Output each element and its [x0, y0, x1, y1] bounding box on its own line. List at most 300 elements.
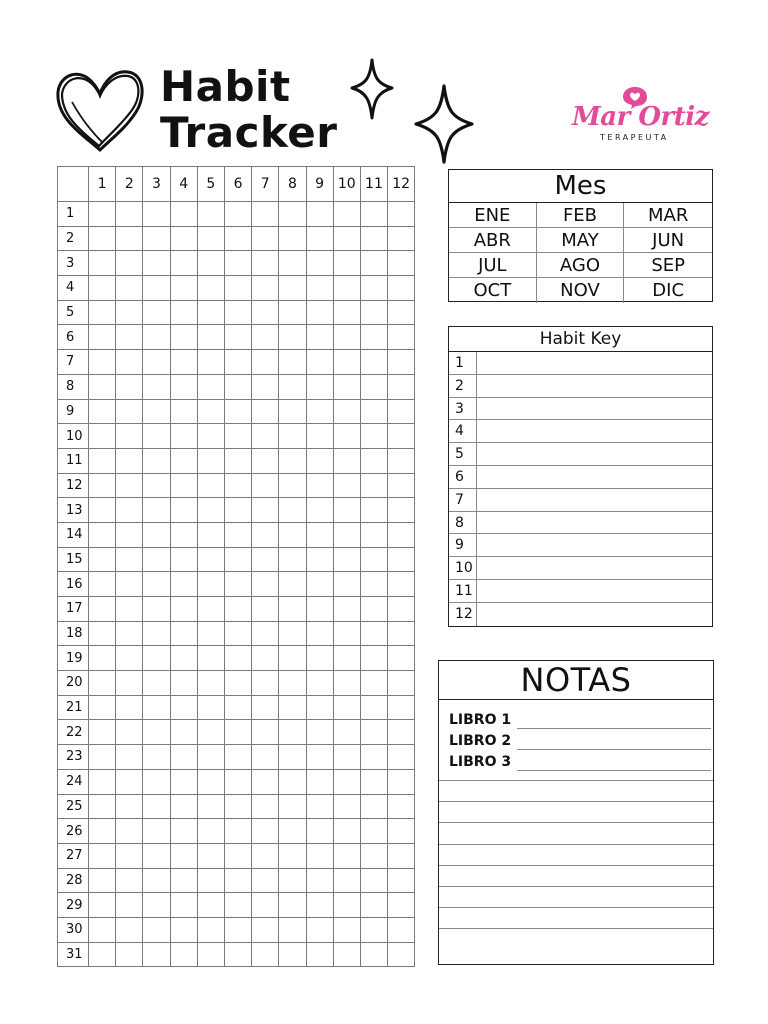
tracker-cell[interactable] [279, 226, 306, 251]
tracker-cell[interactable] [116, 448, 143, 473]
tracker-cell[interactable] [333, 424, 360, 449]
tracker-cell[interactable] [333, 597, 360, 622]
tracker-cell[interactable] [252, 399, 279, 424]
book-entry-line[interactable] [517, 710, 711, 729]
tracker-cell[interactable] [360, 226, 387, 251]
tracker-cell[interactable] [89, 325, 116, 350]
tracker-cell[interactable] [197, 202, 224, 227]
tracker-cell[interactable] [170, 448, 197, 473]
tracker-cell[interactable] [306, 424, 333, 449]
tracker-cell[interactable] [388, 547, 415, 572]
tracker-cell[interactable] [333, 695, 360, 720]
tracker-cell[interactable] [333, 350, 360, 375]
tracker-cell[interactable] [333, 819, 360, 844]
tracker-cell[interactable] [360, 720, 387, 745]
note-line[interactable] [439, 801, 713, 822]
tracker-cell[interactable] [279, 300, 306, 325]
tracker-cell[interactable] [360, 473, 387, 498]
tracker-cell[interactable] [388, 720, 415, 745]
tracker-cell[interactable] [197, 226, 224, 251]
tracker-cell[interactable] [89, 498, 116, 523]
tracker-cell[interactable] [360, 646, 387, 671]
tracker-cell[interactable] [116, 794, 143, 819]
tracker-cell[interactable] [360, 202, 387, 227]
note-line[interactable] [439, 865, 713, 886]
tracker-cell[interactable] [388, 300, 415, 325]
tracker-cell[interactable] [116, 276, 143, 301]
tracker-cell[interactable] [360, 276, 387, 301]
tracker-cell[interactable] [143, 917, 170, 942]
tracker-cell[interactable] [170, 202, 197, 227]
tracker-cell[interactable] [224, 769, 251, 794]
tracker-cell[interactable] [224, 350, 251, 375]
tracker-cell[interactable] [170, 720, 197, 745]
tracker-cell[interactable] [224, 671, 251, 696]
tracker-cell[interactable] [306, 473, 333, 498]
tracker-cell[interactable] [143, 424, 170, 449]
tracker-cell[interactable] [360, 621, 387, 646]
tracker-cell[interactable] [197, 868, 224, 893]
tracker-cell[interactable] [224, 720, 251, 745]
tracker-cell[interactable] [224, 843, 251, 868]
tracker-cell[interactable] [388, 745, 415, 770]
tracker-cell[interactable] [170, 498, 197, 523]
tracker-cell[interactable] [388, 325, 415, 350]
tracker-cell[interactable] [279, 819, 306, 844]
tracker-cell[interactable] [252, 942, 279, 967]
tracker-cell[interactable] [333, 893, 360, 918]
tracker-cell[interactable] [279, 695, 306, 720]
tracker-cell[interactable] [89, 300, 116, 325]
tracker-cell[interactable] [388, 276, 415, 301]
tracker-cell[interactable] [333, 745, 360, 770]
tracker-cell[interactable] [143, 769, 170, 794]
tracker-cell[interactable] [279, 547, 306, 572]
tracker-cell[interactable] [170, 399, 197, 424]
tracker-cell[interactable] [224, 473, 251, 498]
tracker-cell[interactable] [388, 226, 415, 251]
tracker-cell[interactable] [170, 522, 197, 547]
tracker-cell[interactable] [116, 819, 143, 844]
tracker-cell[interactable] [224, 498, 251, 523]
tracker-cell[interactable] [170, 300, 197, 325]
tracker-cell[interactable] [89, 374, 116, 399]
tracker-cell[interactable] [170, 424, 197, 449]
tracker-cell[interactable] [333, 769, 360, 794]
tracker-cell[interactable] [143, 399, 170, 424]
tracker-cell[interactable] [89, 350, 116, 375]
habit-key-entry[interactable] [477, 557, 712, 579]
habit-key-entry[interactable] [477, 534, 712, 556]
tracker-cell[interactable] [333, 276, 360, 301]
tracker-cell[interactable] [252, 917, 279, 942]
tracker-cell[interactable] [360, 769, 387, 794]
tracker-cell[interactable] [279, 942, 306, 967]
tracker-cell[interactable] [333, 942, 360, 967]
tracker-cell[interactable] [89, 917, 116, 942]
tracker-cell[interactable] [224, 374, 251, 399]
tracker-cell[interactable] [143, 671, 170, 696]
tracker-cell[interactable] [333, 251, 360, 276]
tracker-cell[interactable] [388, 671, 415, 696]
tracker-cell[interactable] [89, 547, 116, 572]
tracker-cell[interactable] [279, 572, 306, 597]
tracker-cell[interactable] [170, 745, 197, 770]
tracker-cell[interactable] [306, 893, 333, 918]
tracker-cell[interactable] [116, 646, 143, 671]
tracker-cell[interactable] [306, 226, 333, 251]
tracker-cell[interactable] [306, 819, 333, 844]
tracker-cell[interactable] [224, 276, 251, 301]
tracker-cell[interactable] [143, 473, 170, 498]
note-line[interactable] [439, 907, 713, 928]
tracker-cell[interactable] [89, 621, 116, 646]
note-line[interactable] [439, 886, 713, 907]
tracker-cell[interactable] [224, 572, 251, 597]
tracker-cell[interactable] [306, 917, 333, 942]
tracker-cell[interactable] [197, 374, 224, 399]
tracker-cell[interactable] [360, 251, 387, 276]
tracker-cell[interactable] [143, 547, 170, 572]
month-option[interactable]: JUN [624, 228, 712, 253]
tracker-cell[interactable] [252, 226, 279, 251]
tracker-cell[interactable] [252, 893, 279, 918]
tracker-cell[interactable] [143, 819, 170, 844]
tracker-cell[interactable] [224, 522, 251, 547]
tracker-cell[interactable] [116, 226, 143, 251]
tracker-cell[interactable] [279, 646, 306, 671]
tracker-cell[interactable] [116, 202, 143, 227]
tracker-cell[interactable] [333, 794, 360, 819]
tracker-cell[interactable] [360, 917, 387, 942]
tracker-cell[interactable] [143, 893, 170, 918]
tracker-cell[interactable] [333, 300, 360, 325]
tracker-cell[interactable] [89, 522, 116, 547]
tracker-cell[interactable] [360, 942, 387, 967]
tracker-cell[interactable] [306, 522, 333, 547]
tracker-cell[interactable] [333, 843, 360, 868]
tracker-cell[interactable] [360, 522, 387, 547]
tracker-cell[interactable] [333, 374, 360, 399]
tracker-cell[interactable] [252, 350, 279, 375]
tracker-cell[interactable] [143, 942, 170, 967]
tracker-cell[interactable] [197, 325, 224, 350]
tracker-cell[interactable] [143, 325, 170, 350]
tracker-cell[interactable] [388, 399, 415, 424]
tracker-cell[interactable] [197, 720, 224, 745]
month-option[interactable]: AGO [537, 253, 625, 278]
tracker-cell[interactable] [279, 621, 306, 646]
tracker-cell[interactable] [279, 522, 306, 547]
book-entry-line[interactable] [517, 752, 711, 771]
tracker-cell[interactable] [197, 399, 224, 424]
tracker-cell[interactable] [224, 202, 251, 227]
tracker-cell[interactable] [333, 671, 360, 696]
tracker-cell[interactable] [89, 695, 116, 720]
tracker-cell[interactable] [170, 473, 197, 498]
tracker-cell[interactable] [279, 671, 306, 696]
tracker-cell[interactable] [360, 671, 387, 696]
tracker-cell[interactable] [224, 819, 251, 844]
note-line[interactable] [439, 780, 713, 801]
tracker-cell[interactable] [143, 597, 170, 622]
month-option[interactable]: SEP [624, 253, 712, 278]
tracker-cell[interactable] [170, 325, 197, 350]
tracker-cell[interactable] [252, 424, 279, 449]
tracker-cell[interactable] [116, 300, 143, 325]
month-option[interactable]: MAY [537, 228, 625, 253]
tracker-cell[interactable] [224, 695, 251, 720]
tracker-cell[interactable] [279, 399, 306, 424]
habit-key-entry[interactable] [477, 489, 712, 511]
tracker-cell[interactable] [252, 325, 279, 350]
tracker-cell[interactable] [333, 522, 360, 547]
tracker-cell[interactable] [116, 325, 143, 350]
tracker-cell[interactable] [252, 646, 279, 671]
tracker-cell[interactable] [333, 399, 360, 424]
tracker-cell[interactable] [279, 350, 306, 375]
tracker-cell[interactable] [143, 621, 170, 646]
tracker-cell[interactable] [333, 202, 360, 227]
tracker-cell[interactable] [170, 794, 197, 819]
note-line[interactable] [439, 844, 713, 865]
tracker-cell[interactable] [252, 720, 279, 745]
tracker-cell[interactable] [252, 374, 279, 399]
tracker-cell[interactable] [306, 547, 333, 572]
tracker-cell[interactable] [252, 300, 279, 325]
tracker-cell[interactable] [116, 374, 143, 399]
tracker-cell[interactable] [388, 893, 415, 918]
tracker-cell[interactable] [197, 572, 224, 597]
tracker-cell[interactable] [388, 794, 415, 819]
tracker-cell[interactable] [197, 424, 224, 449]
tracker-cell[interactable] [388, 374, 415, 399]
tracker-cell[interactable] [360, 300, 387, 325]
tracker-cell[interactable] [197, 597, 224, 622]
tracker-cell[interactable] [333, 572, 360, 597]
tracker-cell[interactable] [89, 251, 116, 276]
tracker-cell[interactable] [224, 300, 251, 325]
tracker-cell[interactable] [252, 745, 279, 770]
tracker-cell[interactable] [224, 745, 251, 770]
tracker-cell[interactable] [279, 473, 306, 498]
habit-key-entry[interactable] [477, 580, 712, 602]
tracker-cell[interactable] [170, 917, 197, 942]
tracker-cell[interactable] [197, 942, 224, 967]
tracker-cell[interactable] [279, 868, 306, 893]
tracker-cell[interactable] [306, 300, 333, 325]
tracker-cell[interactable] [279, 424, 306, 449]
tracker-cell[interactable] [388, 819, 415, 844]
tracker-cell[interactable] [388, 251, 415, 276]
tracker-cell[interactable] [197, 745, 224, 770]
tracker-cell[interactable] [197, 251, 224, 276]
tracker-cell[interactable] [89, 226, 116, 251]
tracker-cell[interactable] [360, 868, 387, 893]
tracker-cell[interactable] [197, 695, 224, 720]
tracker-cell[interactable] [224, 448, 251, 473]
tracker-cell[interactable] [252, 473, 279, 498]
tracker-cell[interactable] [306, 572, 333, 597]
tracker-cell[interactable] [360, 424, 387, 449]
tracker-cell[interactable] [252, 769, 279, 794]
tracker-cell[interactable] [333, 547, 360, 572]
tracker-cell[interactable] [279, 251, 306, 276]
habit-key-entry[interactable] [477, 352, 712, 374]
tracker-cell[interactable] [170, 843, 197, 868]
tracker-cell[interactable] [116, 251, 143, 276]
tracker-cell[interactable] [89, 572, 116, 597]
tracker-cell[interactable] [143, 498, 170, 523]
tracker-cell[interactable] [224, 621, 251, 646]
tracker-cell[interactable] [252, 868, 279, 893]
habit-key-entry[interactable] [477, 375, 712, 397]
tracker-cell[interactable] [116, 498, 143, 523]
tracker-cell[interactable] [89, 276, 116, 301]
tracker-cell[interactable] [116, 893, 143, 918]
tracker-cell[interactable] [89, 597, 116, 622]
tracker-cell[interactable] [143, 350, 170, 375]
tracker-cell[interactable] [279, 794, 306, 819]
tracker-cell[interactable] [197, 473, 224, 498]
tracker-cell[interactable] [143, 646, 170, 671]
tracker-cell[interactable] [279, 745, 306, 770]
tracker-cell[interactable] [197, 350, 224, 375]
tracker-cell[interactable] [360, 819, 387, 844]
tracker-cell[interactable] [279, 448, 306, 473]
tracker-cell[interactable] [252, 843, 279, 868]
tracker-cell[interactable] [306, 671, 333, 696]
tracker-cell[interactable] [143, 843, 170, 868]
tracker-cell[interactable] [89, 646, 116, 671]
tracker-cell[interactable] [388, 350, 415, 375]
tracker-cell[interactable] [116, 597, 143, 622]
habit-key-entry[interactable] [477, 466, 712, 488]
tracker-cell[interactable] [306, 448, 333, 473]
tracker-cell[interactable] [197, 769, 224, 794]
tracker-cell[interactable] [306, 621, 333, 646]
tracker-cell[interactable] [306, 794, 333, 819]
tracker-cell[interactable] [252, 276, 279, 301]
tracker-cell[interactable] [279, 276, 306, 301]
tracker-cell[interactable] [333, 868, 360, 893]
tracker-cell[interactable] [89, 671, 116, 696]
tracker-cell[interactable] [89, 202, 116, 227]
tracker-cell[interactable] [388, 695, 415, 720]
tracker-cell[interactable] [197, 671, 224, 696]
month-option[interactable]: MAR [624, 203, 712, 228]
tracker-cell[interactable] [170, 621, 197, 646]
tracker-cell[interactable] [143, 572, 170, 597]
tracker-cell[interactable] [252, 794, 279, 819]
tracker-cell[interactable] [306, 868, 333, 893]
tracker-cell[interactable] [224, 868, 251, 893]
tracker-cell[interactable] [116, 621, 143, 646]
tracker-cell[interactable] [143, 794, 170, 819]
tracker-cell[interactable] [306, 843, 333, 868]
tracker-cell[interactable] [388, 522, 415, 547]
month-option[interactable]: ENE [449, 203, 537, 228]
tracker-cell[interactable] [116, 547, 143, 572]
tracker-cell[interactable] [143, 374, 170, 399]
tracker-cell[interactable] [306, 745, 333, 770]
tracker-cell[interactable] [116, 671, 143, 696]
tracker-cell[interactable] [388, 448, 415, 473]
tracker-cell[interactable] [116, 942, 143, 967]
habit-key-entry[interactable] [477, 398, 712, 420]
tracker-cell[interactable] [89, 769, 116, 794]
tracker-cell[interactable] [170, 695, 197, 720]
tracker-cell[interactable] [306, 498, 333, 523]
tracker-cell[interactable] [89, 893, 116, 918]
tracker-cell[interactable] [143, 745, 170, 770]
tracker-cell[interactable] [388, 498, 415, 523]
tracker-cell[interactable] [388, 621, 415, 646]
tracker-cell[interactable] [360, 843, 387, 868]
tracker-cell[interactable] [89, 424, 116, 449]
tracker-cell[interactable] [333, 473, 360, 498]
tracker-cell[interactable] [143, 695, 170, 720]
tracker-cell[interactable] [252, 695, 279, 720]
tracker-cell[interactable] [388, 646, 415, 671]
tracker-cell[interactable] [170, 769, 197, 794]
month-option[interactable]: ABR [449, 228, 537, 253]
note-line[interactable] [439, 822, 713, 843]
tracker-cell[interactable] [143, 868, 170, 893]
tracker-cell[interactable] [170, 942, 197, 967]
tracker-cell[interactable] [89, 843, 116, 868]
tracker-cell[interactable] [197, 843, 224, 868]
habit-key-entry[interactable] [477, 420, 712, 442]
tracker-cell[interactable] [388, 769, 415, 794]
tracker-cell[interactable] [306, 399, 333, 424]
tracker-cell[interactable] [224, 794, 251, 819]
tracker-cell[interactable] [306, 251, 333, 276]
tracker-cell[interactable] [306, 769, 333, 794]
tracker-cell[interactable] [89, 473, 116, 498]
tracker-cell[interactable] [224, 942, 251, 967]
habit-key-entry[interactable] [477, 443, 712, 465]
tracker-cell[interactable] [360, 893, 387, 918]
tracker-cell[interactable] [197, 547, 224, 572]
tracker-cell[interactable] [252, 819, 279, 844]
tracker-cell[interactable] [116, 695, 143, 720]
tracker-cell[interactable] [388, 942, 415, 967]
tracker-cell[interactable] [143, 522, 170, 547]
tracker-cell[interactable] [224, 917, 251, 942]
tracker-cell[interactable] [306, 374, 333, 399]
tracker-cell[interactable] [116, 522, 143, 547]
tracker-cell[interactable] [333, 917, 360, 942]
tracker-cell[interactable] [279, 498, 306, 523]
tracker-cell[interactable] [116, 720, 143, 745]
tracker-cell[interactable] [89, 448, 116, 473]
tracker-cell[interactable] [143, 202, 170, 227]
tracker-cell[interactable] [279, 917, 306, 942]
tracker-cell[interactable] [252, 621, 279, 646]
tracker-cell[interactable] [197, 917, 224, 942]
tracker-cell[interactable] [224, 646, 251, 671]
tracker-cell[interactable] [333, 646, 360, 671]
tracker-cell[interactable] [388, 424, 415, 449]
tracker-cell[interactable] [279, 893, 306, 918]
tracker-cell[interactable] [170, 350, 197, 375]
tracker-cell[interactable] [333, 325, 360, 350]
tracker-cell[interactable] [170, 819, 197, 844]
tracker-cell[interactable] [279, 769, 306, 794]
tracker-cell[interactable] [306, 202, 333, 227]
tracker-cell[interactable] [197, 522, 224, 547]
